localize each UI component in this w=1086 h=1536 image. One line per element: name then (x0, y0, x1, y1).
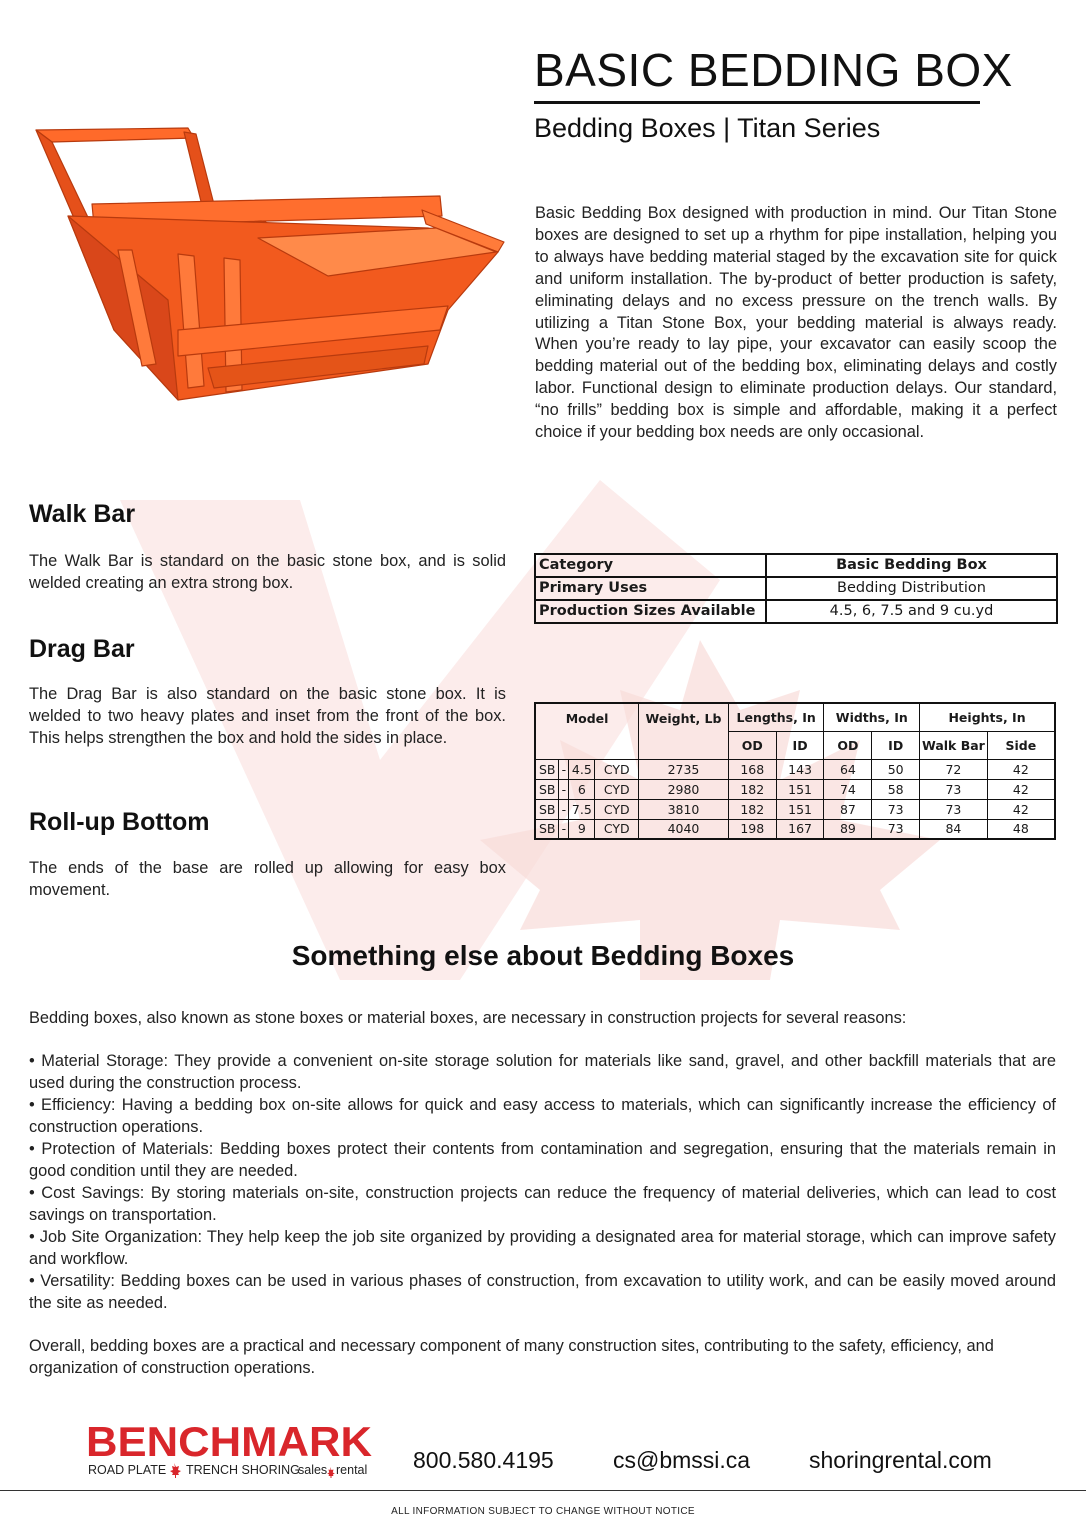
spec-cell-wid-id: 73 (872, 799, 920, 819)
disclaimer: ALL INFORMATION SUBJECT TO CHANGE WITHOUT NOTICE (391, 1506, 695, 1517)
about-intro: Bedding boxes, also known as stone boxes or material boxes, are necessary in construction projects for several reasons: (29, 1009, 907, 1027)
spec-cell-unit: CYD (595, 759, 639, 779)
spec-cell-wid-id: 58 (872, 779, 920, 799)
list-item: • Material Storage: They provide a convenient on-site storage solution for materials like sand, gravel, and other backfill materials that are used during the construction process. (29, 1052, 1056, 1092)
page-subtitle: Bedding Boxes | Titan Series (534, 113, 881, 143)
spec-cell-size: 4.5 (569, 759, 595, 779)
roll-up-bottom-heading: Roll-up Bottom (29, 808, 210, 836)
spec-cell-weight: 2735 (639, 759, 729, 779)
table-row (535, 819, 1055, 839)
page-title: BASIC BEDDING BOX (534, 44, 1013, 96)
roll-up-bottom-text: The ends of the base are rolled up allowing for easy box movement. (29, 859, 506, 899)
about-conclusion: Overall, bedding boxes are a practical and necessary component of many construction sites, contributing to the safety, efficiency, and organization of construction operations. (29, 1337, 994, 1377)
walk-bar-heading: Walk Bar (29, 500, 136, 528)
spec-table (534, 702, 1056, 840)
drag-bar-heading: Drag Bar (29, 635, 135, 663)
spec-cell-dash: - (559, 759, 569, 779)
walk-bar-header: Walk Bar (920, 731, 988, 759)
maple-leaf-icon (327, 1467, 335, 1478)
table-row (535, 799, 1055, 819)
spec-cell-wid-od: 64 (824, 759, 872, 779)
bedding-box-image (28, 120, 508, 410)
list-item: • Job Site Organization: They help keep the job site organized by providing a designated area for material storage, which can improve safety and workflow. (29, 1228, 1056, 1268)
production-sizes-value: 4.5, 6, 7.5 and 9 cu.yd (766, 600, 1057, 623)
lengths-od-header: OD (728, 731, 776, 759)
lengths-id-header: ID (776, 731, 824, 759)
model-header: Model (535, 703, 639, 759)
footer-divider (0, 1490, 1086, 1491)
spec-cell-wid-od: 74 (824, 779, 872, 799)
spec-cell-len-od: 182 (728, 779, 776, 799)
walk-bar-text: The Walk Bar is standard on the basic stone box, and is solid welded creating an extra strong box. (29, 552, 506, 592)
spec-cell-unit: CYD (595, 799, 639, 819)
spec-cell-weight: 2980 (639, 779, 729, 799)
lengths-header: Lengths, In (728, 703, 824, 731)
website-link[interactable]: shoringrental.com (809, 1447, 992, 1473)
spec-cell-len-od: 182 (728, 799, 776, 819)
about-bullets (29, 1050, 1056, 1314)
table-row (535, 759, 1055, 779)
intro-paragraph: Basic Bedding Box designed with production in mind. Our Titan Stone boxes are designed to set up a rhythm for pipe installation, helping you to always have bedding material staged by the excavation site for quick and uniform installation. The by-product of better production is safety, eliminating delays and no excess pressure on the trench walls. By utilizing a Titan Stone Box, your bedding material is always ready. When you’re ready to lay pipe, your excavator can easily scoop the bedding material out of the bedding box, eliminating delays and costly labor. Functional design to eliminate production delays. Our standard, “no frills” bedding box is simple and affordable, making it a perfect choice if your bedding box needs are only occasional. (535, 204, 1057, 442)
spec-cell-size: 7.5 (569, 799, 595, 819)
spec-cell-side: 42 (987, 799, 1055, 819)
spec-cell-dash: - (559, 819, 569, 839)
primary-uses-label: Primary Uses (535, 577, 766, 600)
spec-cell-unit: CYD (595, 819, 639, 839)
title-underline (534, 101, 980, 104)
spec-cell-walk-bar: 73 (920, 799, 988, 819)
table-row (535, 600, 1057, 623)
logo-tagline-rental: rental (336, 1463, 368, 1477)
category-table (534, 553, 1058, 624)
table-row (535, 779, 1055, 799)
heights-header: Heights, In (920, 703, 1055, 731)
table-row (535, 577, 1057, 600)
widths-header: Widths, In (824, 703, 920, 731)
spec-cell-unit: CYD (595, 779, 639, 799)
drag-bar-text: The Drag Bar is also standard on the basic stone box. It is welded to two heavy plates and inset from the front of the box. This helps strengthen the box and hold the sides in place. (29, 685, 506, 747)
spec-cell-len-od: 198 (728, 819, 776, 839)
spec-cell-walk-bar: 72 (920, 759, 988, 779)
spec-cell-size: 6 (569, 779, 595, 799)
logo-wordmark: BENCHMARK (86, 1418, 372, 1465)
category-label: Category (535, 554, 766, 577)
spec-cell-prefix: SB (535, 799, 559, 819)
widths-id-header: ID (872, 731, 920, 759)
spec-cell-dash: - (559, 799, 569, 819)
about-heading: Something else about Bedding Boxes (291, 940, 795, 971)
spec-cell-wid-od: 89 (824, 819, 872, 839)
production-sizes-label: Production Sizes Available (535, 600, 766, 623)
spec-cell-len-od: 168 (728, 759, 776, 779)
spec-cell-size: 9 (569, 819, 595, 839)
phone-number[interactable]: 800.580.4195 (413, 1447, 554, 1473)
spec-cell-walk-bar: 73 (920, 779, 988, 799)
spec-cell-prefix: SB (535, 779, 559, 799)
spec-cell-side: 48 (987, 819, 1055, 839)
spec-cell-prefix: SB (535, 819, 559, 839)
spec-cell-prefix: SB (535, 759, 559, 779)
spec-cell-len-id: 167 (776, 819, 824, 839)
weight-header: Weight, Lb (639, 703, 729, 759)
list-item: • Protection of Materials: Bedding boxes protect their contents from contamination and segregation, ensuring that the materials remain in good condition until they are needed. (29, 1140, 1056, 1180)
side-header: Side (987, 731, 1055, 759)
logo-tagline-trench-shoring: TRENCH SHORING (186, 1463, 300, 1477)
spec-cell-walk-bar: 84 (920, 819, 988, 839)
email-link[interactable]: cs@bmssi.ca (613, 1447, 751, 1473)
list-item: • Cost Savings: By storing materials on-site, construction projects can reduce the frequency of material deliveries, which can lead to cost savings on transportation. (29, 1184, 1056, 1224)
spec-cell-wid-od: 87 (824, 799, 872, 819)
spec-cell-wid-id: 50 (872, 759, 920, 779)
spec-cell-len-id: 143 (776, 759, 824, 779)
category-value: Basic Bedding Box (766, 554, 1057, 577)
spec-cell-side: 42 (987, 759, 1055, 779)
list-item: • Versatility: Bedding boxes can be used in various phases of construction, from excavation to utility work, and can be easily moved around the site as needed. (29, 1272, 1056, 1312)
primary-uses-value: Bedding Distribution (766, 577, 1057, 600)
widths-od-header: OD (824, 731, 872, 759)
spec-header-row (535, 703, 1055, 731)
list-item: • Efficiency: Having a bedding box on-site allows for quick and easy access to materials, which can significantly increase the efficiency of construction operations. (29, 1096, 1056, 1136)
spec-cell-dash: - (559, 779, 569, 799)
spec-cell-side: 42 (987, 779, 1055, 799)
spec-cell-weight: 4040 (639, 819, 729, 839)
maple-leaf-icon (170, 1463, 181, 1478)
spec-cell-len-id: 151 (776, 779, 824, 799)
spec-cell-len-id: 151 (776, 799, 824, 819)
spec-cell-wid-id: 73 (872, 819, 920, 839)
table-row (535, 554, 1057, 577)
logo-tagline-sales: sales (298, 1463, 328, 1477)
spec-cell-weight: 3810 (639, 799, 729, 819)
logo-tagline-road-plate: ROAD PLATE (88, 1463, 167, 1477)
benchmark-logo (86, 1412, 376, 1478)
